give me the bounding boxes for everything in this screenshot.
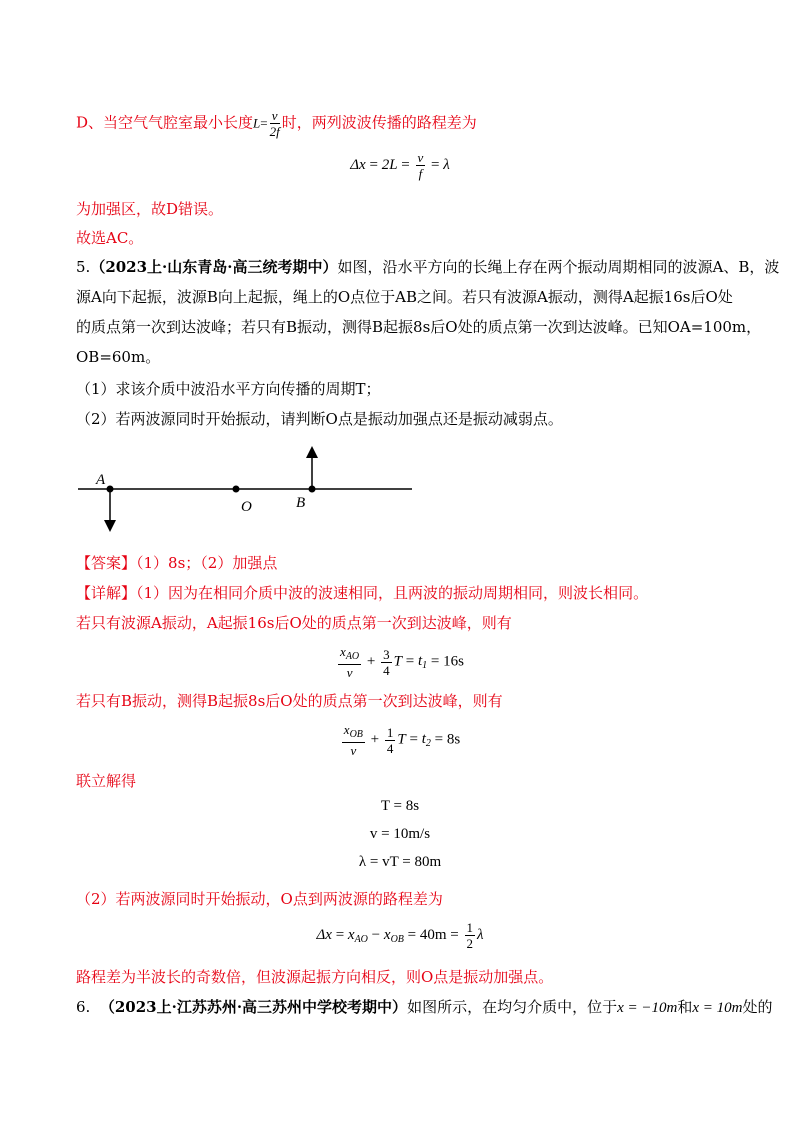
point-o: [233, 486, 240, 493]
math-sub: OB: [349, 729, 363, 740]
frac-den: v: [350, 743, 357, 758]
frac-den: v: [346, 665, 353, 680]
math-T: T: [397, 731, 406, 748]
math-x: x: [383, 926, 391, 943]
frac-den: f: [418, 166, 423, 181]
q5-line-3: 的质点第一次到达波峰；若只有B振动，测得B起振8s后O处的质点第一次到达波峰。已知OA=100m，: [76, 318, 762, 336]
answer-tag: 【答案】: [76, 554, 137, 572]
q6-text-b: 和: [677, 998, 693, 1016]
answer-line: [76, 552, 277, 574]
label-b: B: [296, 495, 306, 511]
frac-num: 3: [383, 646, 390, 662]
answer-text: （1）8s；（2）加强点: [136, 554, 278, 572]
equation-path-difference: [0, 150, 800, 181]
q6-text-c: 处的: [742, 998, 773, 1016]
math-sub: OB: [390, 933, 404, 945]
math-x: x: [343, 722, 350, 737]
detail-line-6: 路程差为半波长的奇数倍，但波源起振方向相反，则O点是振动加强点。: [76, 968, 554, 986]
math-sub: 1: [422, 660, 428, 672]
option-d-conclusion: 为加强区，故D错误。: [76, 200, 224, 218]
q5-line-2: 源A向下起振，波源B向上起振，绳上的O点位于AB之间。若只有波源A振动，测得A起振16s后O处: [76, 288, 733, 306]
fraction-v-over-f: [416, 150, 426, 181]
math-minus: −: [371, 926, 381, 943]
q5-text: 如图，沿水平方向的长绳上存在两个振动周期相同的波源A、B，波: [337, 258, 780, 276]
math-eq: =: [401, 156, 410, 173]
math-plus: +: [366, 653, 376, 670]
detail-text: （1）因为在相同介质中波的波速相同，且两波的振动周期相同，则波长相同。: [136, 584, 649, 602]
equation-path-diff-o: [0, 920, 800, 951]
result-wavelength-a: λ = vT =: [358, 854, 415, 870]
fraction-3-over-4: [381, 647, 392, 678]
detail-line-5: （2）若两波源同时开始振动，O点到两波源的路程差为: [76, 890, 443, 908]
detail-tag: 【详解】: [76, 584, 137, 602]
math-sub: AO: [354, 933, 368, 945]
q5-source: （2023上·山东青岛·高三统考期中）: [90, 258, 338, 276]
fraction-xob-over-v: [342, 722, 365, 758]
math-lambda: λ: [443, 156, 450, 173]
detail-line-2: 若只有波源A振动，A起振16s后O处的质点第一次到达波峰，则有: [76, 614, 512, 632]
fraction-1-over-2: [465, 920, 476, 951]
math-plus: +: [370, 731, 380, 748]
answer-choice: 故选AC。: [76, 229, 144, 247]
math-eq: =: [450, 926, 459, 943]
option-d-text-b: 时，两列波波传播的路程差为: [281, 113, 477, 132]
frac-den: 4: [386, 740, 394, 756]
result-period: T = 8s: [380, 798, 420, 814]
math-eq: =: [431, 156, 440, 173]
math-eq: =: [430, 653, 440, 670]
math-value-16s: 16s: [443, 653, 464, 670]
frac-den: 4: [383, 662, 390, 678]
q5-number: 5.: [76, 258, 91, 276]
frac-den: 2f: [269, 124, 280, 139]
math-eq: =: [335, 926, 345, 943]
frac-num: v: [270, 108, 280, 124]
q6-text-a: 如图所示，在均匀介质中，位于: [407, 998, 618, 1016]
detail-line-1: [76, 582, 648, 604]
math-x-left: x = −10m: [617, 1000, 678, 1016]
math-eq: =: [407, 926, 417, 943]
math-t: t: [417, 653, 423, 670]
option-d-text: D、当空气气腔室最小长度: [76, 113, 254, 132]
label-o: O: [241, 499, 252, 515]
q6-number: 6.: [76, 998, 91, 1016]
math-x-right: x = 10m: [692, 1000, 743, 1016]
fraction-xao-over-v: [338, 644, 361, 680]
math-eq: =: [260, 115, 268, 131]
math-2L: 2L: [381, 156, 398, 173]
math-sub: 2: [425, 738, 431, 750]
math-t: t: [421, 731, 426, 748]
math-L: L: [253, 115, 261, 131]
label-a: A: [96, 472, 106, 488]
q5-part-2: （2）若两波源同时开始振动，请判断O点是振动加强点还是振动减弱点。: [76, 410, 563, 428]
rope-figure: [70, 440, 430, 544]
math-lambda: λ: [477, 926, 484, 943]
frac-den: 2: [466, 936, 474, 951]
option-d-line: [76, 108, 477, 139]
q6-line-1: [76, 996, 772, 1019]
result-speed: v = 10m/s: [369, 826, 431, 842]
frac-num: 1: [466, 920, 474, 935]
rope-diagram: [70, 440, 430, 540]
frac-num: 1: [386, 724, 394, 740]
fraction-1-over-4: [385, 725, 396, 756]
math-eq: =: [405, 653, 415, 670]
q5-line-1: [76, 256, 779, 278]
equation-b-wave: [0, 722, 800, 758]
math-eq: =: [369, 156, 378, 173]
math-delta-x: Δx: [350, 156, 366, 173]
result-wavelength: [0, 854, 800, 871]
math-T: T: [393, 653, 402, 670]
detail-line-3: 若只有B振动，测得B起振8s后O处的质点第一次到达波峰，则有: [76, 692, 503, 710]
detail-line-4: 联立解得: [76, 772, 137, 790]
fraction-v-over-2f: [270, 108, 280, 139]
math-sub: AO: [345, 651, 360, 662]
math-x: x: [347, 926, 355, 943]
q5-line-4: OB=60m。: [76, 348, 161, 366]
math-value-40m: 40m: [419, 926, 447, 943]
equation-a-wave: [0, 644, 800, 680]
result-wavelength-b: 80m: [414, 854, 442, 870]
math-eq: =: [409, 731, 418, 748]
q5-part-1: （1）求该介质中波沿水平方向传播的周期T；: [76, 380, 381, 398]
q6-source: （2023上·江苏苏州·高三苏州中学校考期中）: [99, 998, 408, 1016]
math-eq: =: [434, 731, 444, 748]
math-value-8s: 8s: [446, 731, 461, 748]
math-x: x: [340, 644, 346, 659]
frac-num: v: [417, 150, 424, 165]
math-delta-x: Δx: [316, 926, 332, 943]
